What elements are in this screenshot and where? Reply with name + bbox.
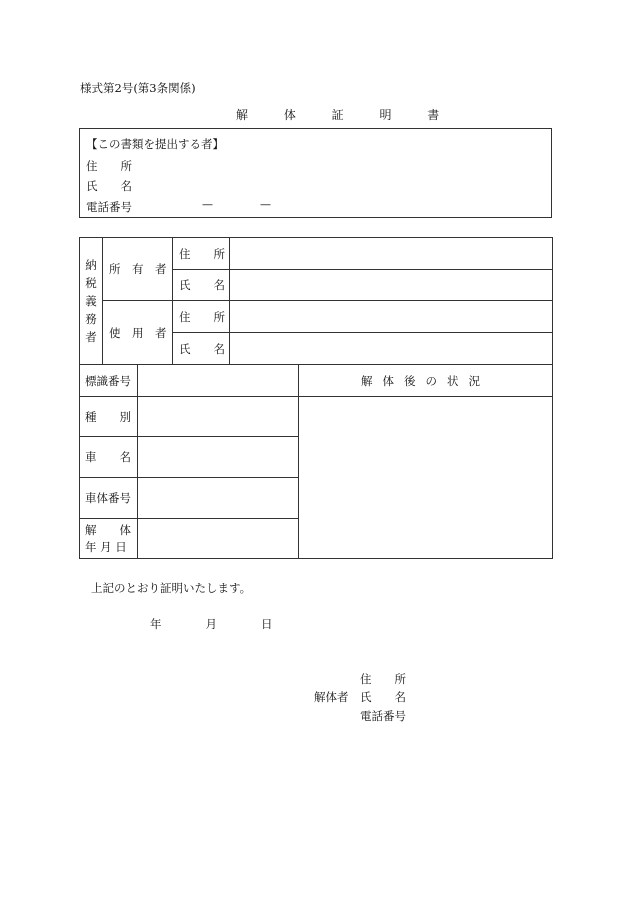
user-label: 使 用 者 (103, 301, 173, 365)
form-number: 様式第2号(第3条関係) (80, 81, 196, 95)
dismantling-date-label (80, 519, 138, 559)
submitter-phone-label: 電話番号 (86, 200, 132, 214)
phone-separator: — (202, 198, 213, 211)
certification-date (150, 616, 273, 632)
vehicle-type-field[interactable] (138, 397, 299, 437)
taxpayer-table (79, 237, 553, 365)
status-after-dismantling-header: 解体後の状況 (299, 365, 553, 397)
owner-address-field[interactable] (230, 238, 553, 270)
date-day-label: 日 (261, 617, 273, 631)
side-char: 税 (85, 276, 97, 290)
submitter-address-label: 住 所 (86, 159, 132, 173)
dismantling-date-field[interactable] (138, 519, 299, 559)
side-char: 者 (85, 330, 97, 344)
side-char: 務 (85, 312, 97, 326)
phone-separator: — (260, 198, 271, 211)
submitter-box (79, 128, 552, 218)
plate-number-field[interactable] (138, 365, 299, 397)
dismantler-address-label: 住 所 (360, 672, 406, 686)
body-number-field[interactable] (138, 478, 299, 519)
side-char: 納 (85, 258, 97, 272)
submitter-heading: 【この書類を提出する者】 (86, 137, 224, 151)
body-number-label: 車体番号 (80, 478, 138, 519)
vehicle-table (79, 364, 553, 559)
user-address-field[interactable] (230, 301, 553, 333)
user-address-label: 住 所 (173, 301, 230, 333)
owner-name-field[interactable] (230, 270, 553, 301)
dismantler-name-label: 氏 名 (360, 690, 406, 704)
document-title: 解 体 証 明 書 (236, 108, 456, 122)
owner-name-label: 氏 名 (173, 270, 230, 301)
owner-address-label: 住 所 (173, 238, 230, 270)
vehicle-name-field[interactable] (138, 437, 299, 478)
dismantling-date-label-line2: 年 月 日 (85, 539, 127, 554)
date-year-label: 年 (150, 617, 162, 631)
taxpayer-side-label (80, 238, 103, 365)
user-name-label: 氏 名 (173, 333, 230, 365)
vehicle-name-label: 車 名 (80, 437, 138, 478)
certification-statement: 上記のとおり証明いたします。 (91, 581, 252, 595)
date-month-label: 月 (205, 617, 217, 631)
vehicle-type-label: 種 別 (80, 397, 138, 437)
dismantling-date-label-line1: 解 体 (85, 522, 131, 537)
dismantler-role-label: 解体者 (314, 690, 349, 704)
side-char: 義 (85, 294, 97, 308)
user-name-field[interactable] (230, 333, 553, 365)
submitter-name-label: 氏 名 (86, 179, 132, 193)
owner-label: 所 有 者 (103, 238, 173, 301)
plate-number-label: 標識番号 (80, 365, 138, 397)
status-after-dismantling-field[interactable] (299, 397, 553, 559)
dismantler-phone-label: 電話番号 (360, 709, 406, 723)
